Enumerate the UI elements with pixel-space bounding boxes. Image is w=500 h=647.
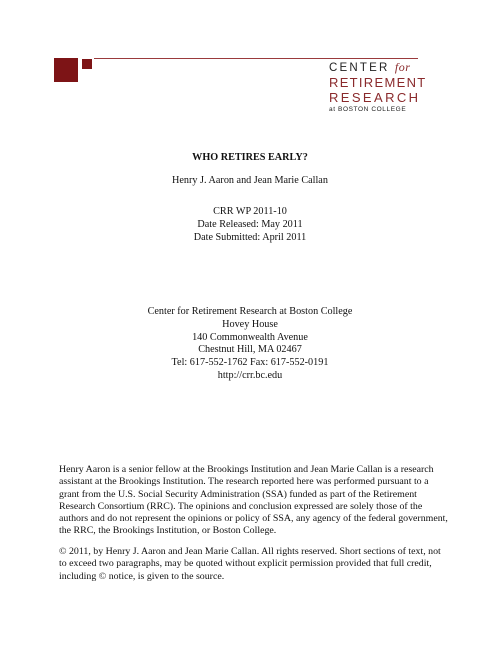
logo-research-text: RESEARCH	[329, 90, 421, 105]
address-line: 140 Commonwealth Avenue	[192, 331, 308, 343]
logo-center-text: CENTER	[329, 62, 390, 74]
center-address	[0, 306, 500, 383]
date-released: Date Released: May 2011	[197, 218, 303, 230]
date-submitted: Date Submitted: April 2011	[193, 231, 307, 243]
working-paper-number: CRR WP 2011-10	[213, 206, 287, 217]
paper-title: WHO RETIRES EARLY?	[192, 152, 308, 163]
address-phone-fax: Tel: 617-552-1762 Fax: 617-552-0191	[171, 357, 329, 369]
address-line: Center for Retirement Research at Boston College	[147, 306, 353, 317]
paper-info	[0, 206, 500, 244]
address-url: http://crr.bc.edu	[217, 369, 283, 381]
logo-for-text: for	[394, 60, 411, 74]
copyright-paragraph: © 2011, by Henry J. Aaron and Jean Marie Callan. All rights reserved. Short sections of text, not to exceed two paragraphs, may be quoted without explicit permission provided that full credit, including © notice, is given to the source.	[59, 546, 441, 582]
address-line: Chestnut Hill, MA 02467	[198, 344, 302, 356]
logo-square-large	[54, 58, 78, 82]
address-line: Hovey House	[222, 318, 278, 330]
logo-bc-text: at BOSTON COLLEGE	[329, 106, 407, 113]
logo-square-small	[82, 59, 92, 69]
logo-retirement-text: RETIREMENT	[329, 75, 427, 90]
logo-rule	[94, 58, 418, 59]
author-disclaimer-paragraph: Henry Aaron is a senior fellow at the Brookings Institution and Jean Marie Callan is a research assistant at the Brookings Institution. The research reported here was performed pursuant to a grant from the U.S. Social Security Administration (SSA) funded as part of the Retirement Research Consortium (RRC). The opinions and conclusion expressed are solely those of the authors and do not represent the opinions or policy of SSA, any agency of the federal government, the RRC, the Brookings Institution, or Boston College.	[59, 464, 448, 537]
crr-logo	[329, 61, 429, 115]
paper-authors: Henry J. Aaron and Jean Marie Callan	[172, 175, 328, 186]
